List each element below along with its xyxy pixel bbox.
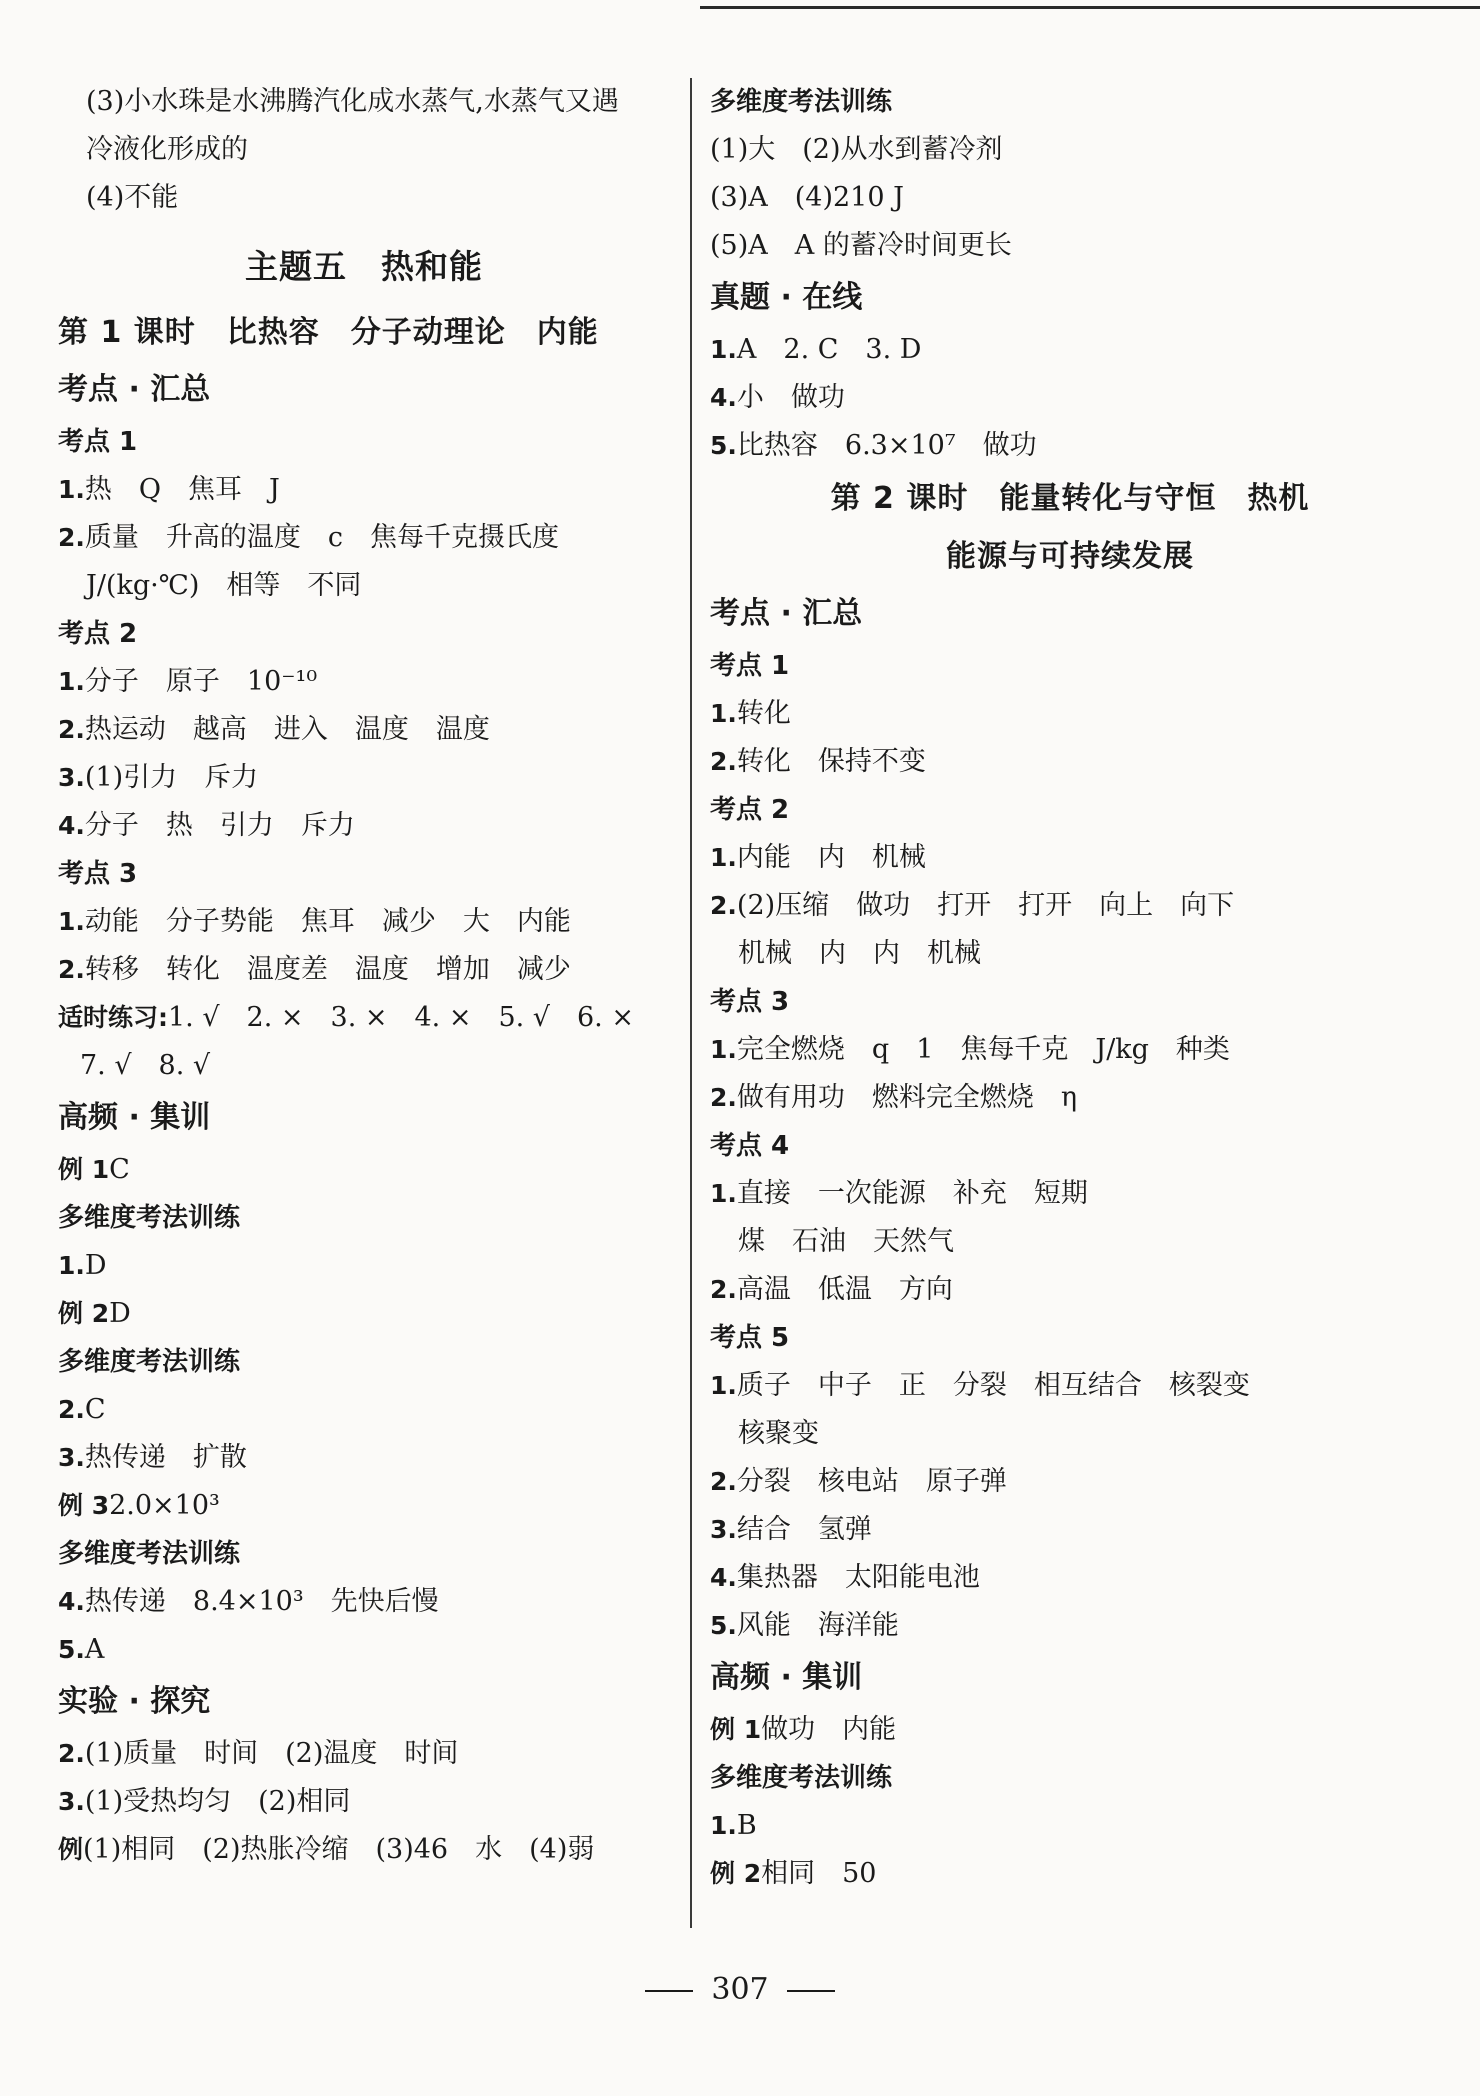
item-number: 2.: [710, 1467, 737, 1496]
answer-line: [58, 1146, 670, 1194]
item-text: 转化: [736, 698, 791, 729]
answer-line: [58, 1434, 670, 1482]
item-number: 例 1: [58, 1155, 110, 1184]
item-text: A 2. C 3. D: [736, 334, 922, 365]
answer-line: [710, 1170, 1430, 1218]
item-number: 2.: [58, 955, 85, 984]
answer-line: [58, 1042, 670, 1090]
item-number: 1.: [710, 699, 737, 728]
item-text: 做功 内能: [761, 1714, 897, 1745]
subsection-heading: 考点 1: [710, 651, 790, 681]
answer-line: [58, 1386, 670, 1434]
section-heading: 考点 · 汇总: [710, 596, 863, 631]
item-number: 1.: [710, 1035, 737, 1064]
item-text: 集热器 太阳能电池: [736, 1562, 980, 1593]
item-number: 4.: [710, 1563, 737, 1592]
item-number: 3.: [58, 763, 85, 792]
item-text: 比热容 6.3×10⁷ 做功: [736, 430, 1037, 461]
subsection-heading: 考点 2: [710, 795, 790, 825]
answer-line: (5)A A 的蓄冷时间更长: [710, 230, 1012, 261]
item-number: 1.: [710, 335, 737, 364]
answer-line: [58, 514, 670, 562]
subsection-heading: 考点 2: [58, 619, 138, 649]
item-number: 4.: [58, 1587, 85, 1616]
item-text: 结合 氢弹: [736, 1514, 872, 1545]
answer-line: [710, 1602, 1430, 1650]
answer-line: [710, 1266, 1430, 1314]
section-heading: 高频 · 集训: [58, 1100, 211, 1135]
item-number: 3.: [58, 1787, 85, 1816]
item-text: 小 做功: [736, 382, 845, 413]
item-number: 1.: [710, 1179, 737, 1208]
item-number: 例 2: [58, 1299, 110, 1328]
right-column: [710, 78, 1430, 1898]
answer-line: [58, 1482, 670, 1530]
item-text: 热运动 越高 进入 温度 温度: [84, 714, 490, 745]
item-number: 1.: [710, 1811, 737, 1840]
answer-line: [710, 738, 1430, 786]
item-number: 2.: [58, 1739, 85, 1768]
lesson-title: 第 2 课时 能量转化与守恒 热机: [830, 481, 1310, 516]
answer-line: 机械 内 内 机械: [738, 938, 981, 969]
item-number: 例 1: [710, 1715, 762, 1744]
answer-line: [58, 754, 670, 802]
item-text: 热 Q 焦耳 J: [84, 474, 280, 505]
section-heading: 实验 · 探究: [58, 1684, 211, 1719]
item-number: 2.: [710, 1275, 737, 1304]
item-text: 风能 海洋能: [736, 1610, 899, 1641]
subsection-heading: 多维度考法训练: [58, 1539, 241, 1569]
item-text: 做有用功 燃料完全燃烧 η: [736, 1082, 1078, 1113]
item-text: 质子 中子 正 分裂 相互结合 核裂变: [736, 1370, 1250, 1401]
answer-line: J/(kg·℃) 相等 不同: [86, 570, 362, 601]
answer-line: [710, 326, 1430, 374]
answer-line: [58, 802, 670, 850]
item-text: (2)压缩 做功 打开 打开 向上 向下: [736, 890, 1235, 921]
answer-line: [710, 690, 1430, 738]
item-number: 4.: [710, 383, 737, 412]
answer-line: (3)小水珠是水沸腾汽化成水蒸气,水蒸气又遇: [86, 86, 619, 117]
item-text: 2.0×10³: [109, 1490, 220, 1521]
footer-dash-left: [645, 1990, 693, 1992]
item-number: 2.: [58, 715, 85, 744]
item-number: 1.: [58, 667, 85, 696]
item-number: 5.: [58, 1635, 85, 1664]
item-text: 1. √ 2. × 3. × 4. × 5. √ 6. ×: [168, 1002, 634, 1033]
item-number: 2.: [710, 891, 737, 920]
answer-line: [58, 1578, 670, 1626]
answer-line: 冷液化形成的: [86, 134, 248, 165]
item-number: 4.: [58, 811, 85, 840]
answer-line: [710, 1074, 1430, 1122]
item-number: 适时练习:: [58, 1003, 168, 1032]
subsection-heading: 考点 3: [58, 859, 138, 889]
answer-line: [58, 946, 670, 994]
subsection-heading: 考点 5: [710, 1323, 790, 1353]
item-text: A: [84, 1634, 105, 1665]
item-number: 5.: [710, 1611, 737, 1640]
item-text: D: [84, 1250, 107, 1281]
answer-line: [58, 898, 670, 946]
section-heading: 高频 · 集训: [710, 1660, 863, 1695]
item-number: 2.: [58, 1395, 85, 1424]
answer-line: [710, 1458, 1430, 1506]
item-text: 热传递 扩散: [84, 1442, 247, 1473]
answer-line: [710, 1850, 1430, 1898]
item-text: 分裂 核电站 原子弹: [736, 1466, 1007, 1497]
answer-line: [710, 1026, 1430, 1074]
subsection-heading: 多维度考法训练: [58, 1203, 241, 1233]
item-text: 内能 内 机械: [736, 842, 926, 873]
item-text: 完全燃烧 q 1 焦每千克 J/kg 种类: [736, 1034, 1230, 1065]
answer-line: [710, 1554, 1430, 1602]
subsection-heading: 多维度考法训练: [710, 1763, 893, 1793]
answer-line: [58, 706, 670, 754]
item-number: 1.: [58, 1251, 85, 1280]
answer-line: (3)A (4)210 J: [710, 182, 904, 213]
item-text: 转化 保持不变: [736, 746, 926, 777]
answer-line: [710, 1506, 1430, 1554]
item-number: 3.: [58, 1443, 85, 1472]
item-number: 3.: [710, 1515, 737, 1544]
item-text: C: [84, 1394, 106, 1425]
subsection-heading: 考点 3: [710, 987, 790, 1017]
answer-line: [710, 1362, 1430, 1410]
item-text: 直接 一次能源 补充 短期: [736, 1178, 1088, 1209]
footer-dash-right: [787, 1990, 835, 1992]
item-text: 相同 50: [761, 1858, 877, 1889]
column-divider: [690, 78, 692, 1928]
item-number: 例 3: [58, 1491, 110, 1520]
subsection-heading: 考点 4: [710, 1131, 790, 1161]
item-text: 分子 热 引力 斥力: [84, 810, 355, 841]
answer-line: [710, 1706, 1430, 1754]
item-number: 2.: [58, 523, 85, 552]
top-rule: [700, 6, 1480, 9]
answer-line: [58, 1242, 670, 1290]
item-number: 1.: [58, 907, 85, 936]
item-number: 1.: [58, 475, 85, 504]
answer-line: [710, 422, 1430, 470]
item-number: 1.: [710, 1371, 737, 1400]
item-text: (1)质量 时间 (2)温度 时间: [84, 1738, 459, 1769]
item-number: 2.: [710, 747, 737, 776]
item-text: 分子 原子 10⁻¹⁰: [84, 666, 318, 697]
answer-line: [58, 1290, 670, 1338]
page-number: 307: [711, 1972, 769, 2007]
item-number: 2.: [710, 1083, 737, 1112]
page-footer: [0, 1972, 1480, 2007]
item-text: (1)引力 斥力: [84, 762, 259, 793]
answer-line: [58, 466, 670, 514]
answer-line: [58, 994, 670, 1042]
answer-line: [710, 882, 1430, 930]
answer-line: 煤 石油 天然气: [738, 1226, 954, 1257]
item-text: 7. √ 8. √: [80, 1050, 211, 1081]
item-text: D: [109, 1298, 131, 1329]
answer-line: [710, 374, 1430, 422]
answer-line: 核聚变: [738, 1418, 819, 1449]
answer-line: [58, 1730, 670, 1778]
answer-line: [58, 1626, 670, 1674]
lesson-title: 第 1 课时 比热容 分子动理论 内能: [58, 315, 599, 350]
item-text: 转移 转化 温度差 温度 增加 减少: [84, 954, 571, 985]
section-heading: 真题 · 在线: [710, 280, 863, 315]
answer-line: [710, 1802, 1430, 1850]
answer-line: [58, 1826, 670, 1874]
item-number: 例: [58, 1835, 84, 1864]
item-number: 5.: [710, 431, 737, 460]
item-number: 1.: [710, 843, 737, 872]
item-text: (1)受热均匀 (2)相同: [84, 1786, 351, 1817]
left-column: [58, 78, 670, 1874]
answer-line: (4)不能: [86, 182, 179, 213]
item-text: C: [109, 1154, 130, 1185]
answer-line: (1)大 (2)从水到蓄冷剂: [710, 134, 1003, 165]
answer-line: [710, 834, 1430, 882]
lesson-title: 能源与可持续发展: [946, 539, 1194, 574]
subsection-heading: 多维度考法训练: [58, 1347, 241, 1377]
item-text: (1)相同 (2)热胀冷缩 (3)46 水 (4)弱: [83, 1834, 595, 1865]
subsection-heading: 考点 1: [58, 427, 138, 457]
item-text: B: [736, 1810, 757, 1841]
section-heading: 考点 · 汇总: [58, 372, 211, 407]
item-number: 例 2: [710, 1859, 762, 1888]
answer-line: [58, 1778, 670, 1826]
item-text: 动能 分子势能 焦耳 减少 大 内能: [84, 906, 571, 937]
item-text: 高温 低温 方向: [736, 1274, 953, 1305]
answer-line: [58, 658, 670, 706]
subsection-heading: 多维度考法训练: [710, 87, 893, 117]
item-text: 质量 升高的温度 c 焦每千克摄氏度: [84, 522, 560, 553]
item-text: 热传递 8.4×10³ 先快后慢: [84, 1586, 439, 1617]
topic-title: 主题五 热和能: [245, 247, 483, 286]
